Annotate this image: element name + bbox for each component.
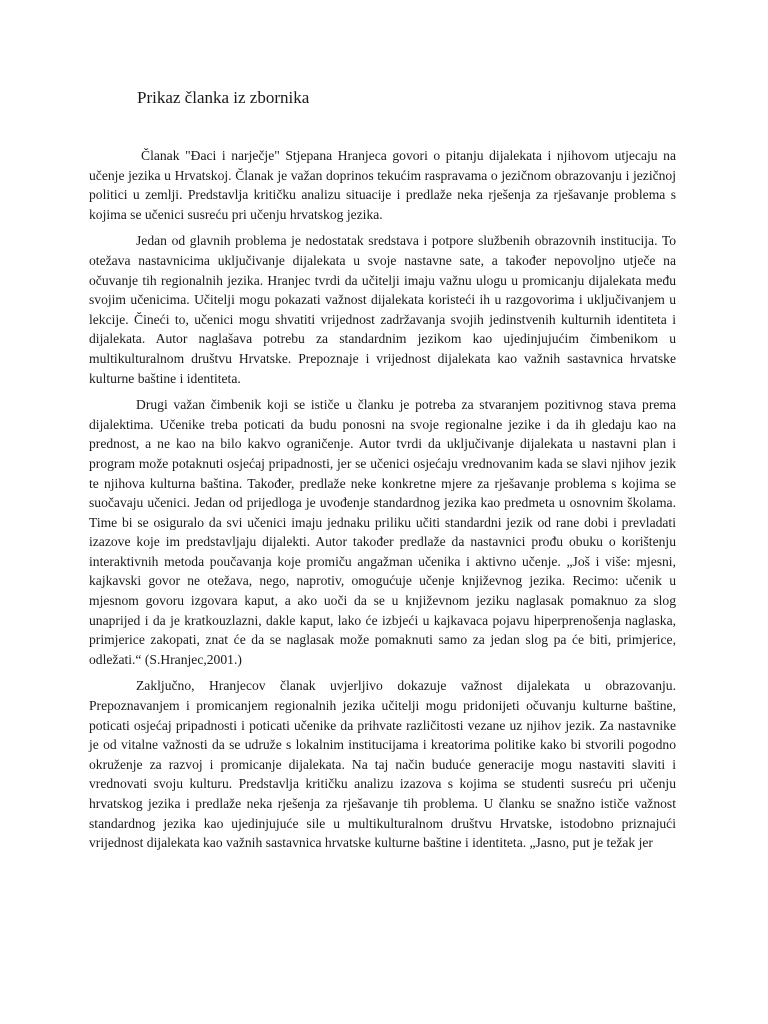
document-title: Prikaz članka iz zbornika	[137, 88, 310, 107]
paragraph-conclusion: Zaključno, Hranjecov članak uvjerljivo dokazuje važnost dijalekata u obrazovanju. Prepoznavanjem i promicanjem regionalnih jezika učitelji mogu pridonijeti očuvanju kulturne baštine, poticati osjećaj pripadnosti i poticati učenike da prihvate različitosti vezane uz njihov jezik. Za nastavnike je od vitalne važnosti da se udruže s lokalnim institucijama i kreatorima politike kako bi stvorili pogodno okruženje za razvoj i promicanje dijalekata. Na taj način buduće generacije mogu nastaviti slaviti i vrednovati svoju kulturu. Predstavlja kritičku analizu izazova s kojima se studenti susreću pri učenju hrvatskog jezika i predlaže neka rješenja za rješavanje tih problema. U članku se snažno ističe važnost standardnog jezika kao ujedinjujuće sile u multikulturalnom društvu Hrvatske, istodobno priznajući vrijednost dijalekata kao važnih sastavnica hrvatske kulturne baštine i identiteta. „Jasno, put je težak jer	[89, 678, 676, 851]
paragraph-main-problem: Jedan od glavnih problema je nedostatak sredstava i potpore službenih obrazovnih institucija. To otežava nastavnicima uključivanje dijalekata u svoje nastavne sate, a također nepovoljno utječe na očuvanje tih regionalnih jezika. Hranjec tvrdi da učitelji imaju važnu ulogu u promicanju dijalekata među svojim učenicima. Učitelji mogu pokazati važnost dijalekata koristeći ih u razgovorima i uključivanjem u lekcije. Čineći to, učenici mogu shvatiti vrijednost zadržavanja svojih jedinstvenih kulturnih identiteta i dijalekata. Autor naglašava potrebu za standardnim jezikom kao ujedinjujućim čimbenikom u multikulturalnom društvu Hrvatske. Prepoznaje i vrijednost dijalekata kao važnih sastavnica hrvatske kulturne baštine i identiteta.	[89, 233, 676, 386]
document-body	[89, 146, 676, 860]
paragraph-intro: Članak "Đaci i narječje" Stjepana Hranjeca govori o pitanju dijalekata i njihovom utjecaju na učenje jezika u Hrvatskoj. Članak je važan doprinos tekućim raspravama o jezičnom obrazovanju i jezičnoj politici u zemlji. Predstavlja kritičku analizu situacije i predlaže neka rješenja za rješavanje problema s kojima se učenici susreću pri učenju hrvatskog jezika.	[89, 148, 676, 222]
paragraph-positive-attitude: Drugi važan čimbenik koji se ističe u članku je potreba za stvaranjem pozitivnog stava prema dijalektima. Učenike treba poticati da budu ponosni na svoje regionalne jezike i da ih gledaju kao na prednost, a ne kao na bilo kakvo ograničenje. Autor tvrdi da uključivanje dijalekata u nastavni plan i program može potaknuti osjećaj pripadnosti, jer se učenici osjećaju vrednovanim kada se slavi njihov jezik te njihova kulturna baština. Također, predlaže neke konkretne mjere za rješavanje problema s kojima se suočavaju učenici. Jedan od prijedloga je uvođenje standardnog jezika kao predmeta u osnovnim školama. Time bi se osiguralo da svi učenici imaju jednaku priliku učiti standardni jezik od rane dobi i prevladati izazove koje im predstavljaju dijalekti. Autor također predlaže da nastavnici prođu obuku o korištenju interaktivnih metoda poučavanja koje promiču angažman učenika i aktivno učenje. „Još i više: mjesni, kajkavski govor ne otežava, nego, naprotiv, omogućuje učenje književnog jezika. Recimo: učenik u mjesnom govoru izgovara kaput, a ako uoči da se u književnom jeziku naglasak pomaknuo za slog unaprijed i da je kratkouzlazni, dakle kaput, lako će izbjeći u kajkavaca pojavu hiperprenošenja naglaska, primjerice zakopati, znat će da se naglasak može pomaknuti samo za jedan slog pa će biti, primjerice, odležati.“ (S.Hranjec,2001.)	[89, 397, 676, 667]
